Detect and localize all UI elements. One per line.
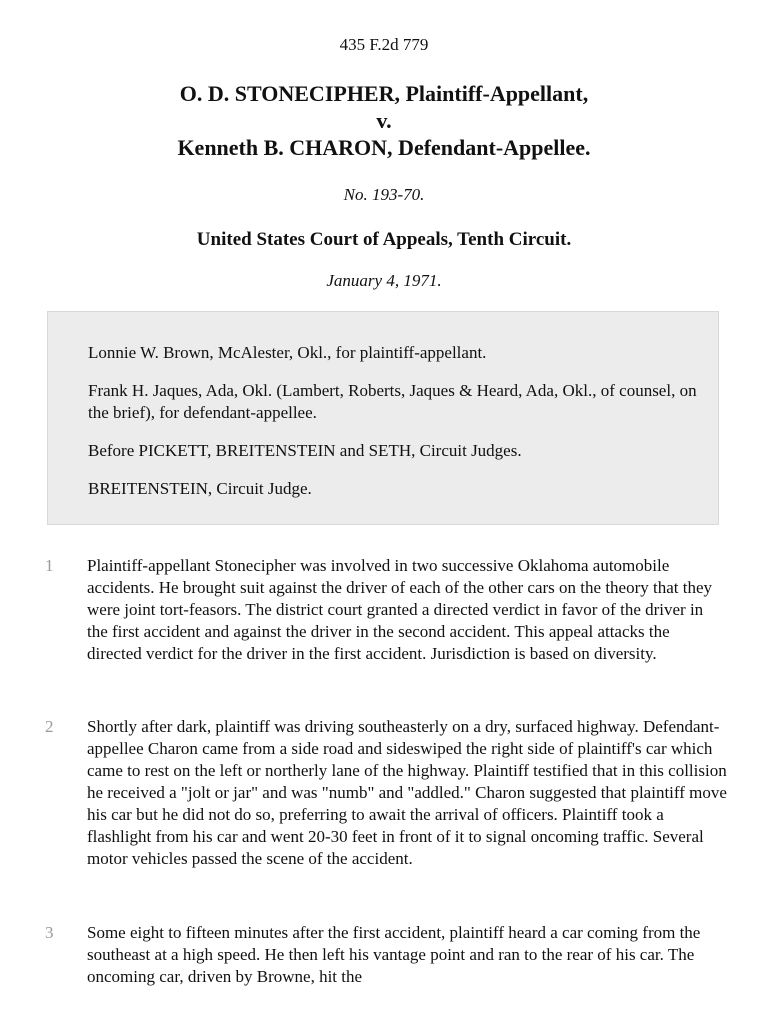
decision-date: January 4, 1971.: [326, 271, 442, 290]
counsel-defendant: Frank H. Jaques, Ada, Okl. (Lambert, Roberts, Jaques & Heard, Ada, Okl., of counsel, on the brief), for defendant-appellee.: [88, 381, 697, 422]
counsel-box: [47, 311, 719, 525]
paragraph-number: 1: [45, 556, 54, 575]
defendant-line: Kenneth B. CHARON, Defendant-Appellee.: [177, 135, 591, 160]
paragraph-text: Some eight to fifteen minutes after the first accident, plaintiff heard a car coming from the southeast at a high speed. He then left his vantage point and ran to the rear of his car. The oncoming car, driven by Browne, hit the: [87, 923, 701, 986]
case-title: [0, 80, 768, 161]
paragraph-text: Shortly after dark, plaintiff was driving southeasterly on a dry, surfaced highway. Defendant-appellee Charon came from a side road and sideswiped the right side of plaintiff's car which came to rest on the left or northerly lane of the highway. Plaintiff testified that in this collision he received a "jolt or jar" and was "numb" and "addled." Charon suggested that plaintiff move his car but he did not do so, preferring to await the arrival of officers. Plaintiff took a flashlight from his car and went 20-30 feet in front of it to signal oncoming traffic. Several motor vehicles passed the scene of the accident.: [87, 717, 727, 868]
plaintiff-line: O. D. STONECIPHER, Plaintiff-Appellant,: [179, 81, 589, 106]
docket-number: No. 193-70.: [343, 185, 425, 204]
paragraph-number: 2: [45, 717, 54, 736]
panel-judges: Before PICKETT, BREITENSTEIN and SETH, Circuit Judges.: [88, 441, 522, 460]
case-citation: 435 F.2d 779: [339, 35, 429, 54]
court-name: United States Court of Appeals, Tenth Circuit.: [196, 229, 572, 250]
paragraph-text: Plaintiff-appellant Stonecipher was involved in two successive Oklahoma automobile accidents. He brought suit against the driver of each of the other cars on the theory that they were joint tort-feasors. The district court granted a directed verdict in favor of the driver in the first accident and against the driver in the second accident. This appeal attacks the directed verdict for the driver in the first accident. Jurisdiction is based on diversity.: [87, 556, 713, 663]
versus-line: v.: [376, 108, 392, 133]
paragraph-number: 3: [45, 923, 54, 942]
counsel-plaintiff: Lonnie W. Brown, McAlester, Okl., for plaintiff-appellant.: [88, 343, 487, 362]
opinion-author: BREITENSTEIN, Circuit Judge.: [88, 479, 312, 498]
